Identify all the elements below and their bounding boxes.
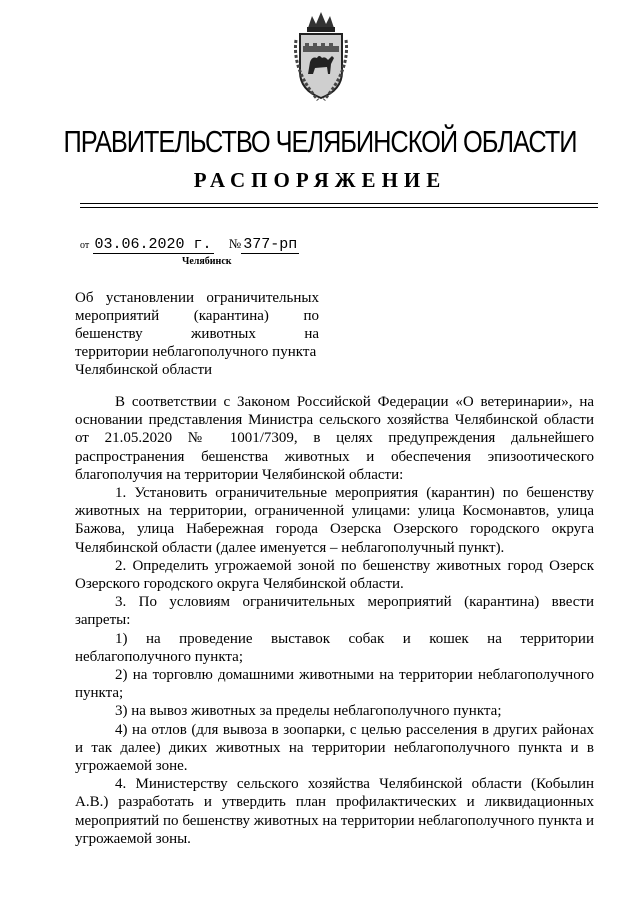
subject-word: (карантина) [193, 308, 269, 324]
document-subject [75, 289, 319, 379]
subject-word: по [303, 308, 319, 324]
subject-word: на [304, 326, 319, 342]
subject-word: ограничительных [206, 290, 319, 306]
date-prefix: от [80, 240, 90, 251]
document-type: РАСПОРЯЖЕНИЕ [193, 168, 447, 192]
document-number: 377-рп [243, 236, 298, 253]
subject-word: бешенству [75, 326, 143, 342]
coat-of-arms-icon [290, 10, 352, 102]
subject-line: территории неблагополучного пункта [75, 344, 317, 360]
document-date: 03.06.2020 г. [94, 236, 212, 253]
subject-word: установлении [105, 290, 195, 306]
clause-3-item-3: 3) на вывоз животных за пределы неблагополучного пункта; [115, 703, 502, 720]
subject-word: животных [191, 326, 256, 342]
preamble-paragraph: В соответствии с Законом Российской Федерации «О ветеринарии», на основании представления Министра сельского хозяйства Челябинской области от 21.05.2020 № 1001/7309, в целях предупреждения дальнейшего распространения бешенства животных и обеспечения эпизоотического благополучия на территории Челябинской области: [75, 394, 594, 483]
clause-2: 2. Определить угрожаемой зоной по бешенству животных город Озерск Озерского городского округа Челябинской области. [75, 557, 594, 593]
clause-3-item-1: 1) на проведение выставок собак и кошек на территории неблагополучного пункта; [75, 630, 594, 665]
clause-1: 1. Установить ограничительные мероприятия (карантин) по бешенству животных на территории, ограниченной улицами: улица Космонавтов, улица Бажова, улица Набережная города Озерска Озерского городского округа Челябинской области (далее именуется – неблагополучный пункт). [75, 485, 594, 556]
clause-4: 4. Министерству сельского хозяйства Челябинской области (Кобылин А.В.) разработать и утвердить план профилактических и ликвидационных мероприятий по бешенству животных на территории неблагополучного пункта и угрожаемой зоны. [75, 776, 594, 847]
subject-line [75, 307, 319, 325]
header-divider [80, 203, 598, 204]
subject-line: Челябинской области [75, 362, 213, 378]
clause-3-item-2: 2) на торговлю домашними животными на территории неблагополучного пункта; [75, 667, 594, 702]
subject-line [75, 325, 319, 343]
header-divider-thin [80, 207, 598, 208]
document-date-line [80, 236, 299, 253]
government-title: ПРАВИТЕЛЬСТВО ЧЕЛЯБИНСКОЙ ОБЛАСТИ [63, 124, 577, 159]
clause-3: 3. По условиям ограничительных мероприятий (карантина) ввести запреты: [75, 594, 594, 629]
subject-word: Об [75, 290, 94, 306]
document-city: Челябинск [182, 256, 232, 267]
subject-line [75, 289, 319, 307]
number-sign: № [228, 236, 242, 251]
document-body [75, 393, 594, 848]
subject-word: мероприятий [75, 308, 160, 324]
clause-3-item-4: 4) на отлов (для вывоза в зоопарки, с целью расселения в других районах и так далее) диких животных на территории неблагополучного пункта и в угрожаемой зоне. [75, 721, 594, 775]
